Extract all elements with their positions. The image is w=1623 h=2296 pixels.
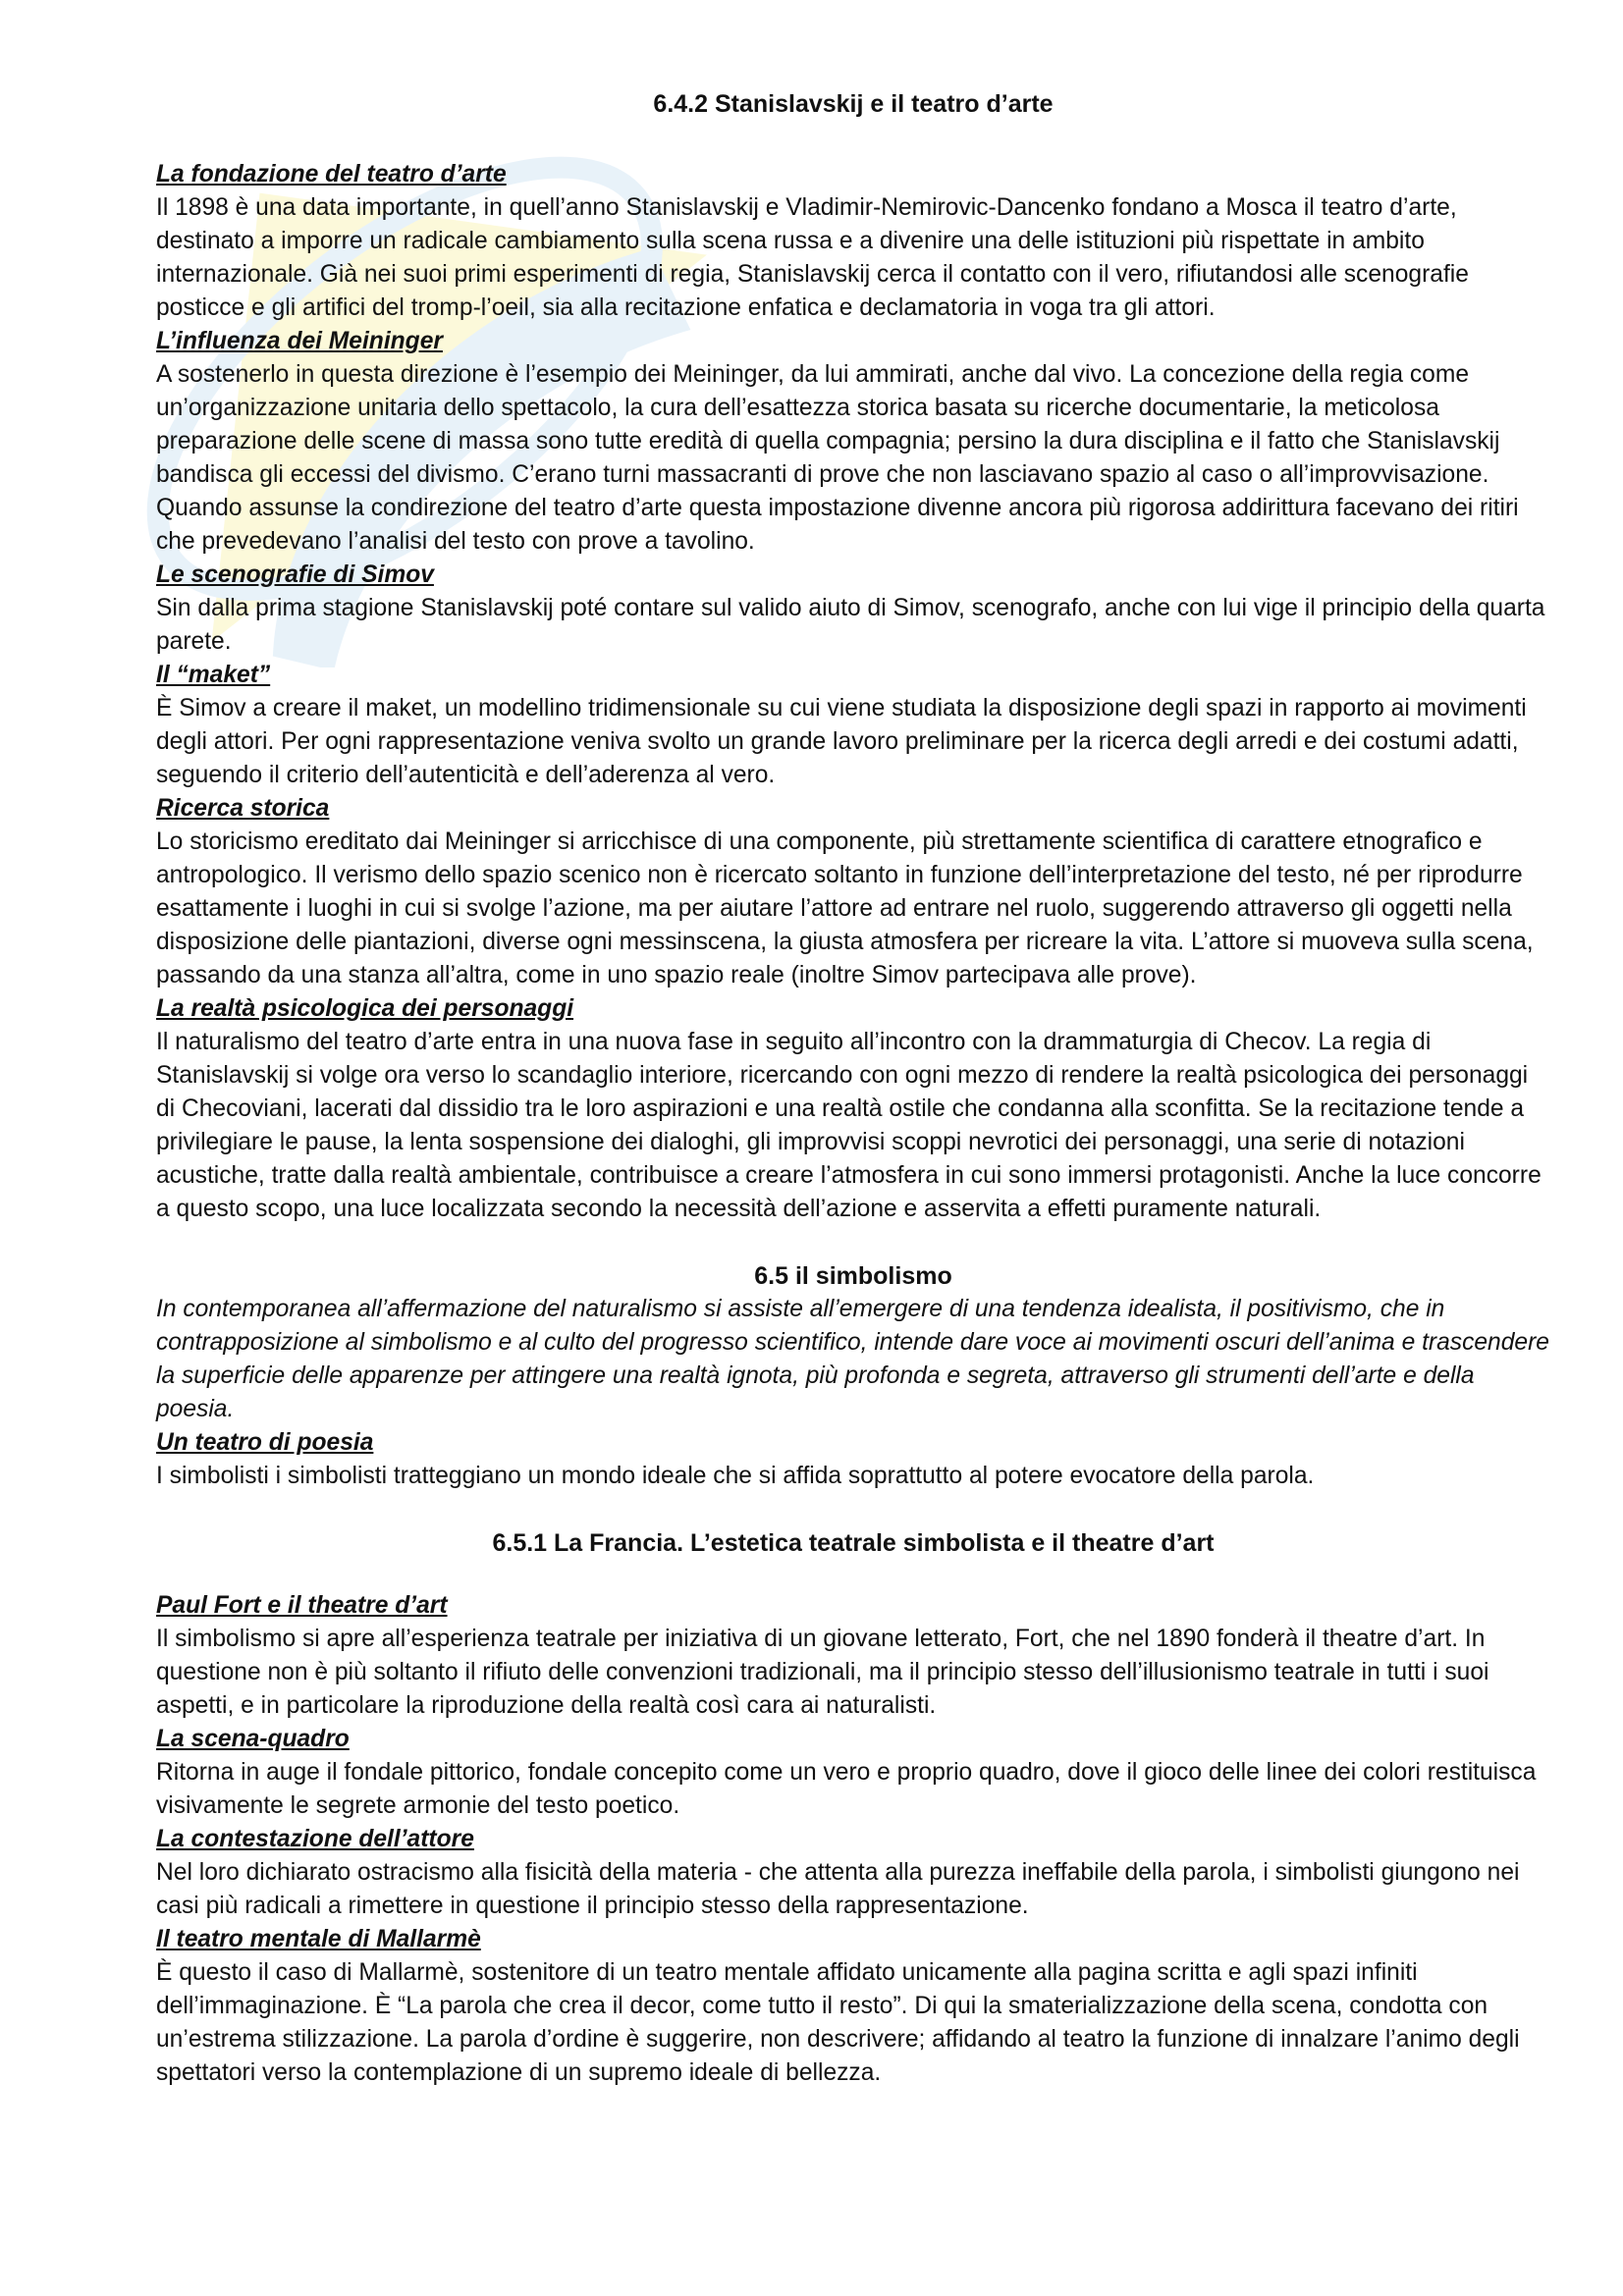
paragraph-influenza-meininger: A sostenerlo in questa direzione è l’esempio dei Meininger, da lui ammirati, anche dal vivo. La concezione della regia come un’organizzazione unitaria dello spettacolo, la cura dell’esattezza storica basata su ricerche documentarie, la meticolosa preparazione delle scene di massa sono tutte eredità di quella compagnia; persino la dura disciplina e il fatto che Stanislavskij bandisca gli eccessi del divismo. C’erano turni massacranti di prove che non lasciavano spazio al caso o all’improvvisazione. Quando assunse la condirezione del teatro d’arte questa impostazione divenne ancora più rigorosa addirittura facevano dei ritiri che prevedevano l’analisi del testo con prove a tavolino.: [156, 361, 1519, 555]
heading-teatro-poesia: Un teatro di poesia: [156, 1429, 374, 1456]
heading-contestazione-attore: La contestazione dell’attore: [156, 1826, 474, 1852]
heading-fondazione-teatro: La fondazione del teatro d’arte: [156, 161, 507, 187]
paragraph-paul-fort: Il simbolismo si apre all’esperienza teatrale per iniziativa di un giovane letterato, Fort, che nel 1890 fonderà il theatre d’art. In questione non è più soltanto il rifiuto delle convenzioni tradizionali, ma il principio stesso dell’illusionismo teatrale in tutti i suoi aspetti, e in particolare la riproduzione della realtà così cara ai naturalisti.: [156, 1626, 1489, 1719]
heading-scenografie-simov: Le scenografie di Simov: [156, 561, 434, 588]
heading-maket: Il “maket”: [156, 662, 271, 688]
paragraph-fondazione-teatro: Il 1898 è una data importante, in quell’anno Stanislavskij e Vladimir-Nemirovic-Dancenko fondano a Mosca il teatro d’arte, destinato a imporre un radicale cambiamento sulla scena russa e a divenire una delle istituzioni più rispettate in ambito internazionale. Già nei suoi primi esperimenti di regia, Stanislavskij cerca il contatto con il vero, rifiutandosi alle scenografie posticce e gli artifici del tromp-l’oeil, sia alla recitazione enfatica e declamatoria in voga tra gli attori.: [156, 194, 1469, 321]
paragraph-scenografie-simov: Sin dalla prima stagione Stanislavskij poté contare sul valido aiuto di Simov, scenografo, anche con lui vige il principio della quarta parete.: [156, 595, 1545, 655]
heading-realta-psicologica: La realtà psicologica dei personaggi: [156, 995, 574, 1022]
paragraph-teatro-mentale: È questo il caso di Mallarmè, sostenitore di un teatro mentale affidato unicamente alla pagina scritta e agli spazi infiniti dell’immaginazione. È “La parola che crea il decor, come tutto il resto”. Di qui la smaterializzazione della scena, condotta con un’estrema stilizzazione. La parola d’ordine è suggerire, non descrivere; affidando al teatro la funzione di innalzare l’animo degli spettatori verso la contemplazione di un supremo ideale di bellezza.: [156, 1959, 1520, 2086]
heading-teatro-mentale: Il teatro mentale di Mallarmè: [156, 1926, 481, 1952]
paragraph-teatro-poesia: I simbolisti i simbolisti tratteggiano un mondo ideale che si affida soprattutto al potere evocatore della parola.: [156, 1463, 1315, 1489]
section-title-stanislavskij: 6.4.2 Stanislavskij e il teatro d’arte: [653, 90, 1054, 118]
document-content: [156, 87, 1550, 2090]
paragraph-scena-quadro: Ritorna in auge il fondale pittorico, fondale concepito come un vero e proprio quadro, dove il gioco delle linee dei colori restituisca visivamente le segrete armonie del testo poetico.: [156, 1759, 1537, 1819]
section-title-francia: 6.5.1 La Francia. L’estetica teatrale simbolista e il theatre d’art: [492, 1529, 1215, 1557]
heading-paul-fort: Paul Fort e il theatre d’art: [156, 1592, 448, 1619]
section-title-simbolismo: 6.5 il simbolismo: [754, 1262, 952, 1290]
paragraph-ricerca-storica: Lo storicismo ereditato dai Meininger si arricchisce di una componente, più strettamente scientifica di carattere etnografico e antropologico. Il verismo dello spazio scenico non è ricercato soltanto in funzione dell’interpretazione del testo, né per riprodurre esattamente i luoghi in cui si svolge l’azione, ma per aiutare l’attore ad entrare nel ruolo, suggerendo attraverso gli oggetti nella disposizione delle piantazioni, diverse ogni messinscena, la giusta atmosfera per ricreare la vita. L’attore si muoveva sulla scena, passando da una stanza all’altra, come in uno spazio reale (inoltre Simov partecipava alle prove).: [156, 828, 1534, 988]
heading-influenza-meininger: L’influenza dei Meininger: [156, 328, 443, 354]
heading-ricerca-storica: Ricerca storica: [156, 795, 330, 822]
paragraph-maket: È Simov a creare il maket, un modellino tridimensionale su cui viene studiata la disposizione degli spazi in rapporto ai movimenti degli attori. Per ogni rappresentazione veniva svolto un grande lavoro preliminare per la ricerca degli arredi e dei costumi adatti, seguendo il criterio dell’autenticità e dell’aderenza al vero.: [156, 695, 1527, 788]
paragraph-contestazione-attore: Nel loro dichiarato ostracismo alla fisicità della materia - che attenta alla purezza ineffabile della parola, i simbolisti giungono nei casi più radicali a rimettere in questione il principio stesso della rappresentazione.: [156, 1859, 1520, 1919]
heading-scena-quadro: La scena-quadro: [156, 1726, 350, 1752]
paragraph-realta-psicologica: Il naturalismo del teatro d’arte entra in una nuova fase in seguito all’incontro con la drammaturgia di Checov. La regia di Stanislavskij si volge ora verso lo scandaglio interiore, ricercando con ogni mezzo di rendere la realtà psicologica dei personaggi di Checoviani, lacerati dal dissidio tra le loro aspirazioni e una realtà ostile che condanna alla sconfitta. Se la recitazione tende a privilegiare le pause, la lenta sospensione dei dialoghi, gli improvvisi scoppi nevrotici dei personaggi, una serie di notazioni acustiche, tratte dalla realtà ambientale, contribuisce a creare l’atmosfera in cui sono immersi protagonisti. Anche la luce concorre a questo scopo, una luce localizzata secondo la necessità dell’azione e asservita a effetti puramente naturali.: [156, 1029, 1542, 1222]
paragraph-simbolismo-intro: In contemporanea all’affermazione del naturalismo si assiste all’emergere di una tendenza idealista, il positivismo, che in contrapposizione al simbolismo e al culto del progresso scientifico, intende dare voce ai movimenti oscuri dell’anima e trascendere la superficie delle apparenze per attingere una realtà ignota, più profonda e segreta, attraverso gli strumenti dell’arte e della poesia.: [156, 1296, 1549, 1422]
